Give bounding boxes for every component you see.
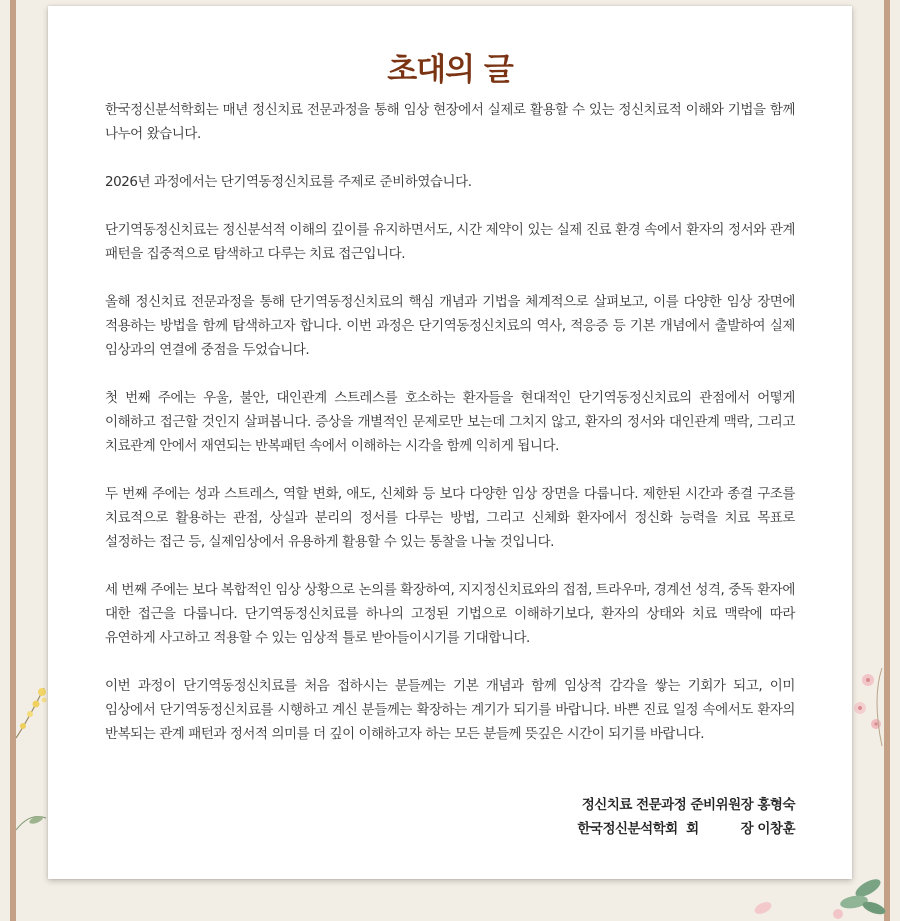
invitation-card [48, 6, 852, 879]
green-leaf-cluster-icon [828, 872, 886, 921]
letter-paragraph: 세 번째 주에는 보다 복합적인 임상 상황으로 논의를 확장하여, 지지정신치료와의 접점, 트라우마, 경계선 성격, 중독 환자에 대한 접근을 다룹니다. 단기역동정신치료를 하나의 고정된 기법으로 이해하기보다, 환자의 상태와 치료 맥락에 따라 유연하게 사고하고 적용할 수 있는 임상적 틀로 받아들이시기를 기대합니다. [105, 582, 795, 646]
letter-paragraph: 두 번째 주에는 성과 스트레스, 역할 변화, 애도, 신체화 등 보다 다양한 임상 장면을 다룹니다. 제한된 시간과 종결 구조를 치료적으로 활용하는 관점, 상실과 분리의 정서를 다루는 방법, 그리고 신체화 환자에서 정신화 능력을 치료 목표로 설정하는 접근 등, 실제임상에서 유용하게 활용할 수 있는 통찰을 나눌 것입니다. [105, 486, 795, 550]
signature-society-president: 한국정신분석학회 회 장 이창훈 [577, 821, 795, 837]
letter-paragraph: 올해 정신치료 전문과정을 통해 단기역동정신치료의 핵심 개념과 기법을 체계적으로 살펴보고, 이를 다양한 임상 장면에 적용하는 방법을 함께 탐색하고자 합니다. 이번 과정은 단기역동정신치료의 역사, 적응증 등 기본 개념에서 출발하여 실제 임상과의 연결에 중점을 두었습니다. [105, 294, 795, 358]
green-leaf-cluster-icon [14, 810, 48, 834]
frame-border-right [884, 0, 890, 921]
letter-paragraph: 한국정신분석학회는 매년 정신치료 전문과정을 통해 임상 현장에서 실제로 활용할 수 있는 정신치료적 이해와 기법을 함께 나누어 왔습니다. [105, 102, 795, 142]
page-title: 초대의 글 [387, 52, 513, 88]
signature-committee-chair: 정신치료 전문과정 준비위원장 홍형숙 [581, 797, 795, 813]
letter-body [105, 98, 795, 770]
letter-paragraph: 2026년 과정에서는 단기역동정신치료를 주제로 준비하였습니다. [105, 174, 472, 190]
signature-block [577, 793, 795, 841]
yellow-blossom-branch-icon [14, 680, 50, 740]
letter-paragraph: 단기역동정신치료는 정신분석적 이해의 깊이를 유지하면서도, 시간 제약이 있는 실제 진료 환경 속에서 환자의 정서와 관계 패턴을 집중적으로 탐색하고 다루는 치료 접근입니다. [105, 222, 795, 262]
letter-paragraph: 첫 번째 주에는 우울, 불안, 대인관계 스트레스를 호소하는 환자들을 현대적인 단기역동정신치료의 관점에서 어떻게 이해하고 접근할 것인지 살펴봅니다. 증상을 개별적인 문제로만 보는데 그치지 않고, 환자의 정서와 대인관계 맥락, 그리고 치료관계 안에서 재연되는 반복패턴 속에서 이해하는 시각을 함께 익히게 됩니다. [105, 390, 795, 454]
pink-cherry-blossom-icon [748, 896, 778, 921]
letter-paragraph: 이번 과정이 단기역동정신치료를 처음 접하시는 분들께는 기본 개념과 함께 임상적 감각을 쌓는 기회가 되고, 이미 임상에서 단기역동정신치료를 시행하고 계신 분들께는 확장하는 계기가 되기를 바랍니다. 바쁜 진료 일정 속에서도 환자의 반복되는 관계 패턴과 정서적 의미를 더 깊이 이해하고자 하는 모든 분들께 뜻깊은 시간이 되기를 바랍니다. [105, 678, 795, 742]
frame-border-left [10, 0, 16, 921]
pink-cherry-blossom-icon [852, 668, 886, 748]
